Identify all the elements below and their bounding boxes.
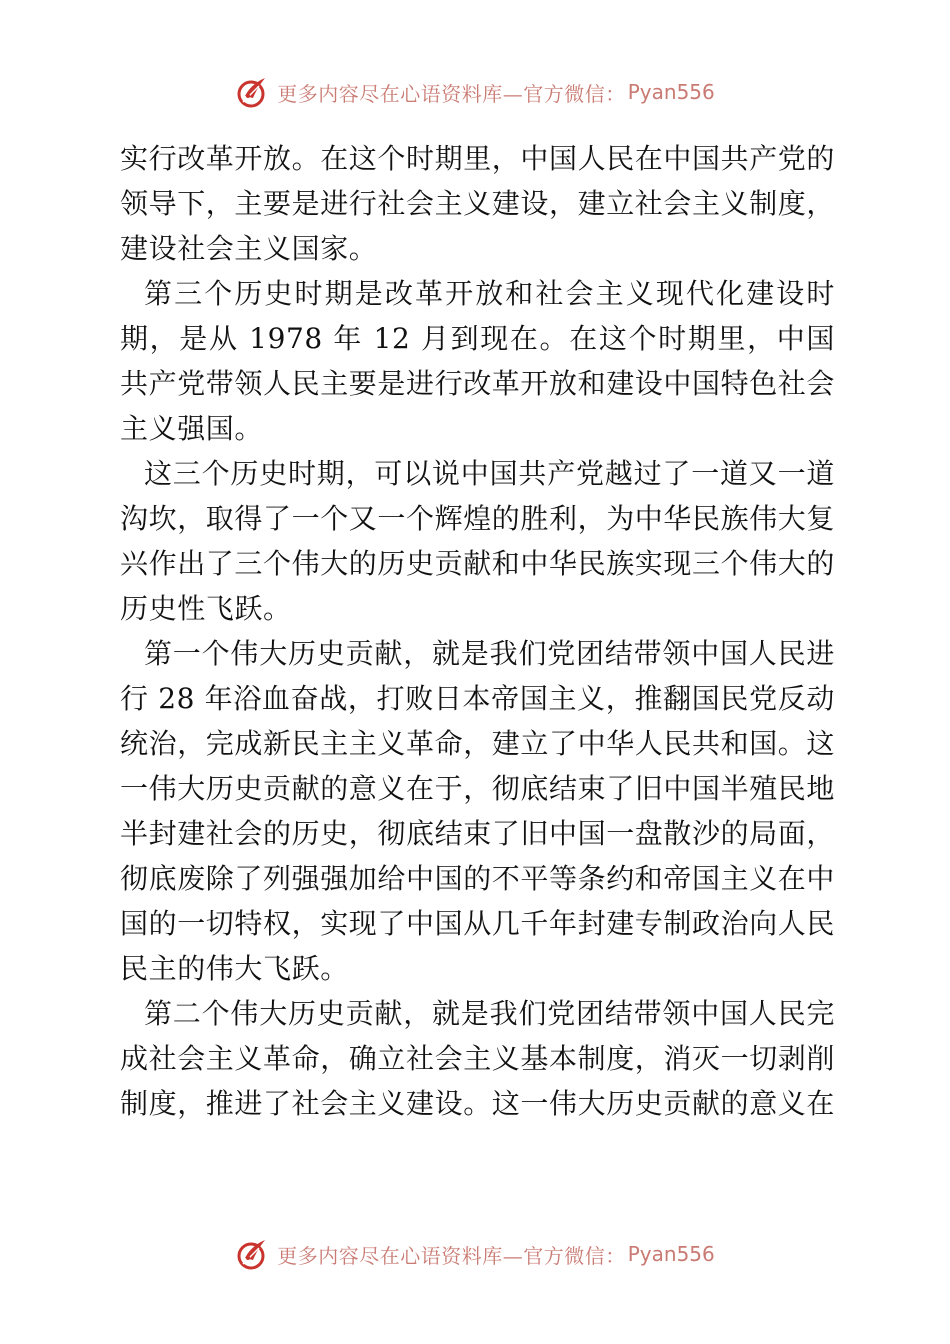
footer-banner [0,1232,950,1276]
header-banner [0,70,950,114]
header-wechat-id: Pyan556 [627,80,715,104]
paragraph-4: 第一个伟大历史贡献，就是我们党团结带领中国人民进行 28 年浴血奋战，打败日本帝国主义，推翻国民党反动统治，完成新民主主义革命，建立了中华人民共和国。这一伟大历史贡献的意义在于，彻底结束了旧中国半殖民地半封建社会的历史，彻底结束了旧中国一盘散沙的局面，彻底废除了列强强加给中国的不平等条约和帝国主义在中国的一切特权，实现了中国从几千年封建专制政治向人民民主的伟大飞跃。 [120,637,836,985]
quill-heart-logo-icon [235,1236,271,1272]
header-banner-text: 更多内容尽在心语资料库—官方微信： [277,81,626,106]
footer-banner-text: 更多内容尽在心语资料库—官方微信： [277,1243,626,1268]
paragraph-2: 第三个历史时期是改革开放和社会主义现代化建设时期，是从 1978 年 12 月到现在。在这个时期里，中国共产党带领人民主要是进行改革开放和建设中国特色社会主义强国。 [120,277,836,445]
footer-wechat-id: Pyan556 [627,1242,715,1266]
paragraph-5: 第二个伟大历史贡献，就是我们党团结带领中国人民完成社会主义革命，确立社会主义基本制度，消灭一切剥削制度，推进了社会主义建设。这一伟大历史贡献的意义在 [120,997,836,1120]
paragraph-1: 实行改革开放。在这个时期里，中国人民在中国共产党的领导下，主要是进行社会主义建设，建立社会主义制度，建设社会主义国家。 [120,142,836,265]
paragraph-3: 这三个历史时期，可以说中国共产党越过了一道又一道沟坎，取得了一个又一个辉煌的胜利，为中华民族伟大复兴作出了三个伟大的历史贡献和中华民族实现三个伟大的历史性飞跃。 [120,457,836,625]
document-body [120,136,835,1126]
quill-heart-logo-icon [235,74,271,110]
